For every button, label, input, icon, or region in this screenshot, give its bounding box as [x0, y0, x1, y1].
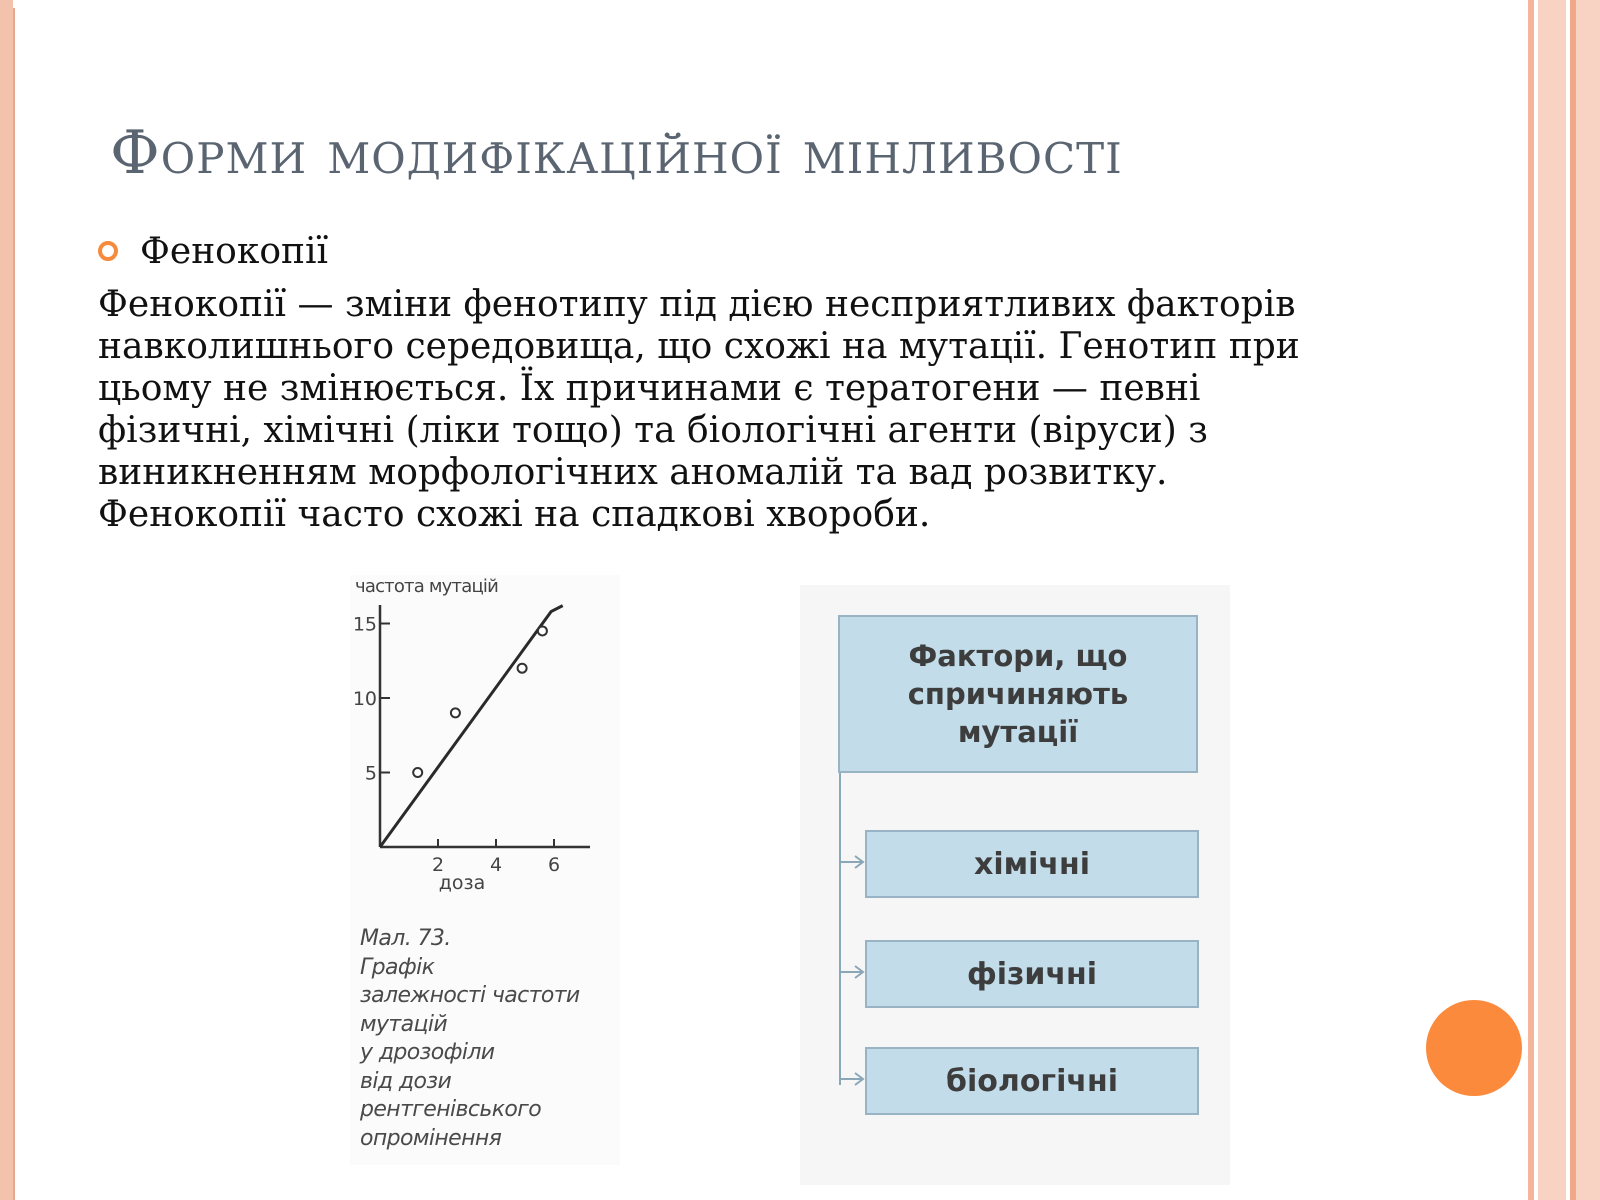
- body-line: фізичні, хімічні (ліки тощо) та біологічні агенти (віруси) з: [98, 410, 1208, 451]
- body-paragraph: [98, 284, 1498, 536]
- slide-frame-top: [13, 0, 1528, 8]
- x-tick-label: 2: [431, 854, 445, 876]
- factor-box-chemical: хімічні: [865, 830, 1199, 898]
- caption-line: мутацій: [360, 1011, 448, 1037]
- mutation-frequency-chart: [350, 575, 620, 915]
- slide-frame-right: [1528, 0, 1600, 1200]
- caption-line: у дрозофіли: [360, 1040, 495, 1065]
- data-point: [451, 708, 460, 717]
- y-tick-label: 10: [352, 688, 377, 710]
- data-point: [518, 664, 527, 673]
- y-tick-label: 5: [364, 762, 377, 785]
- body-line: виникненням морфологічних аномалій та вад розвитку.: [98, 452, 1168, 493]
- bullet-circle-icon: [98, 241, 118, 261]
- factor-box-biological: біологічні: [865, 1047, 1199, 1115]
- y-tick-label: 15: [352, 613, 377, 636]
- bullet-text: Фенокопії: [140, 230, 329, 272]
- slide-frame-left: [0, 0, 15, 1200]
- caption-line: залежності частоти: [360, 983, 580, 1008]
- main-box-line: Фактори, що: [908, 639, 1128, 673]
- caption-line: опромінення: [360, 1125, 502, 1151]
- caption-line: Мал. 73.: [360, 926, 451, 951]
- y-axis-title: частота мутацій: [355, 576, 498, 597]
- decorative-circle: [1426, 1000, 1522, 1096]
- mutation-factors-diagram: [800, 585, 1230, 1185]
- trend-line: [380, 606, 563, 847]
- data-point: [538, 626, 547, 635]
- body-line: навколишнього середовища, що схожі на мутації. Генотип при: [98, 326, 1300, 367]
- body-line: Фенокопії часто схожі на спадкові хвороби.: [98, 494, 931, 535]
- main-box-line: спричиняють: [907, 677, 1129, 711]
- figure-caption: [360, 925, 620, 1153]
- mutation-chart-figure: [350, 575, 620, 1165]
- caption-line: Графік: [360, 954, 435, 980]
- x-tick-label: 6: [547, 854, 561, 876]
- x-axis-title: доза: [438, 872, 486, 894]
- data-point: [413, 768, 422, 777]
- main-box-line: мутації: [957, 715, 1079, 749]
- x-tick-label: 4: [489, 854, 503, 876]
- factors-main-box: [838, 615, 1198, 773]
- body-line: Фенокопії — зміни фенотипу під дією несприятливих факторів: [98, 284, 1296, 325]
- factor-box-physical: фізичні: [865, 940, 1199, 1008]
- caption-line: від дози: [360, 1068, 452, 1094]
- body-line: цьому не змінюється. Їх причинами є тератогени — певні: [98, 368, 1201, 409]
- caption-line: рентгенівського: [360, 1097, 542, 1122]
- slide-title: Форми модифікаційної мінливості: [110, 118, 1123, 188]
- bullet-item: [98, 226, 328, 276]
